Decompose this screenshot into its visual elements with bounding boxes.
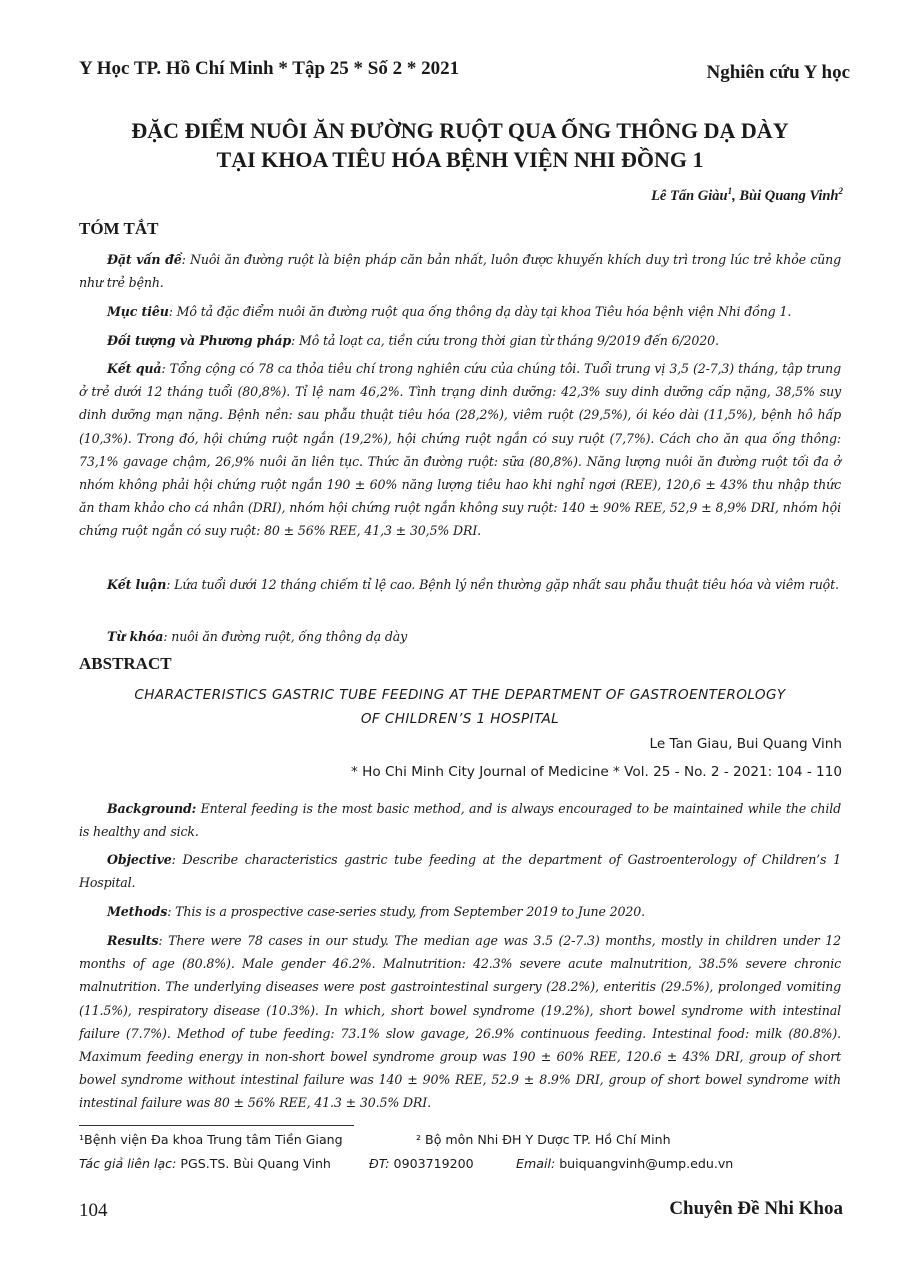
phone-value: 0903719200 (389, 1156, 474, 1171)
tu-khoa-text: : nuôi ăn đường ruột, ống thông dạ dày (163, 629, 408, 644)
author-1-affil: 1 (727, 186, 733, 196)
ket-qua-text: : Tổng cộng có 78 ca thỏa tiêu chí trong nghiên cứu của chúng tôi. Tuổi trung vị 3,5 (2-7,3) tháng, tập trung ở trẻ dưới 12 tháng tuổi (80,8%). Tỉ lệ nam 46,2%. Tình trạng dinh dưỡng: 42,3% suy dinh dưỡng cấp nặng, 38,5% suy dinh dưỡng mạn nặng. Bệnh nền: sau phẫu thuật tiêu hóa (28,2%), viêm ruột (29,5%), ói kéo dài (11,5%), bệnh hô hấp (10,3%). Trong đó, hội chứng ruột ngắn (19,2%), hội chứng ruột ngắn có suy ruột (7,7%). Cách cho ăn qua ống thông: 73,1% gavage chậm, 26,9% nuôi ăn liên tục. Thức ăn đường ruột: sữa (80,8%). Năng lượng nuôi ăn đường ruột tối đa ở nhóm không phải hội chứng ruột ngắn 190 ± 60% năng lượng tiêu hao khi nghỉ ngơi (REE), 120,6 ± 43% thu nhập thức ăn tham khảo cho cá nhân (DRI), nhóm hội chứng ruột ngắn không suy ruột: 140 ± 90% REE, 52,9 ± 8,9% DRI, nhóm hội chứng ruột ngắn có suy ruột: 80 ± 56% REE, 41,3 ± 30,5% DRI. (79, 361, 841, 539)
objective-label: Objective (107, 852, 172, 867)
muc-tieu-paragraph (79, 300, 841, 323)
footnote-email (516, 1156, 733, 1171)
footnote-affiliation-1: ¹Bệnh viện Đa khoa Trung tâm Tiền Giang (79, 1132, 343, 1147)
objective-text: : Describe characteristics gastric tube feeding at the department of Gastroenterology of Children’s 1 Hospital. (79, 852, 841, 891)
author-2: Bùi Quang Vinh (739, 188, 839, 204)
doi-tuong-label: Đối tượng và Phương pháp (107, 333, 292, 348)
dat-van-de-label: Đặt vấn đề (107, 252, 182, 267)
contact-value: PGS.TS. Bùi Quang Vinh (176, 1156, 331, 1171)
authors-vn (651, 188, 843, 205)
section-header: Nghiên cứu Y học (706, 62, 850, 83)
email-label: Email: (516, 1156, 556, 1171)
results-text: : There were 78 cases in our study. The median age was 3.5 (2-7.3) months, mostly in children under 12 months of age (80.8%). Male gender 46.2%. Malnutrition: 42.3% severe acute malnutrition, 38.5% severe chronic malnutrition. The underlying diseases were post gastrointestinal surgery (28.2%), enteritis (29.5%), prolonged vomiting (11.5%), respiratory disease (10.3%). In which, short bowel syndrome (19.2%), short bowel syndrome with intestinal failure (7.7%). Method of tube feeding: 73.1% slow gavage, 26.9% continuous feeding. Intestinal food: milk (80.8%). Maximum feeding energy in non-short bowel syndrome group was 190 ± 60% REE, 120.6 ± 43% DRI, group of short bowel syndrome without intestinal failure was 140 ± 90% REE, 52.9 ± 8.9% DRI, group of short bowel syndrome with intestinal failure was 80 ± 56% REE, 41.3 ± 30.5% DRI. (79, 933, 841, 1111)
ket-luan-paragraph (79, 573, 841, 596)
footnote-phone (369, 1156, 474, 1171)
page-number: 104 (79, 1200, 108, 1221)
abstract-title-line2: OF CHILDREN’S 1 HOSPITAL (360, 711, 560, 727)
background-text: Enteral feeding is the most basic method, and is always encouraged to be maintained while the child is healthy and sick. (79, 801, 841, 840)
tu-khoa-label: Từ khóa (107, 629, 164, 644)
objective-paragraph (79, 848, 841, 894)
email-value: buiquangvinh@ump.edu.vn (555, 1156, 734, 1171)
footnote-contact (79, 1156, 331, 1171)
ket-qua-paragraph (79, 357, 841, 543)
background-label: Background: (107, 801, 197, 816)
abstract-heading: ABSTRACT (79, 654, 172, 673)
tomtat-heading: TÓM TẮT (79, 219, 159, 238)
title-vn-line2: TẠI KHOA TIÊU HÓA BỆNH VIỆN NHI ĐỒNG 1 (216, 147, 704, 172)
methods-text: : This is a prospective case-series study, from September 2019 to June 2020. (167, 904, 645, 919)
journal-reference: * Ho Chi Minh City Journal of Medicine * Vol. 25 - No. 2 - 2021: 104 - 110 (351, 764, 842, 780)
tu-khoa-paragraph (79, 625, 841, 648)
journal-header: Y Học TP. Hồ Chí Minh * Tập 25 * Số 2 * 2021 (79, 58, 460, 79)
methods-label: Methods (107, 904, 168, 919)
dat-van-de-text: : Nuôi ăn đường ruột là biện pháp căn bản nhất, luôn được khuyến khích duy trì trong lúc trẻ khỏe cũng như trẻ bệnh. (79, 252, 841, 291)
methods-paragraph (79, 900, 841, 923)
author-separator: , (732, 188, 740, 204)
author-2-affil: 2 (838, 186, 843, 196)
background-paragraph (79, 797, 841, 843)
muc-tieu-text: : Mô tả đặc điểm nuôi ăn đường ruột qua ống thông dạ dày tại khoa Tiêu hóa bệnh viện Nhi đồng 1. (168, 304, 792, 319)
doi-tuong-paragraph (79, 329, 841, 352)
footer-topic: Chuyên Đề Nhi Khoa (669, 1198, 843, 1219)
results-paragraph (79, 929, 841, 1115)
dat-van-de-paragraph (79, 248, 841, 294)
footnote-affiliation-2: ² Bộ môn Nhi ĐH Y Dược TP. Hồ Chí Minh (416, 1132, 671, 1147)
results-label: Results (107, 933, 159, 948)
author-1: Lê Tấn Giàu (651, 188, 728, 204)
title-vn-line1: ĐẶC ĐIỂM NUÔI ĂN ĐƯỜNG RUỘT QUA ỐNG THÔNG DẠ DÀY (131, 118, 789, 143)
ket-luan-label: Kết luận (107, 577, 167, 592)
footnote-divider (79, 1125, 354, 1126)
ket-qua-label: Kết quả (107, 361, 162, 376)
muc-tieu-label: Mục tiêu (107, 304, 169, 319)
phone-label: ĐT: (369, 1156, 390, 1171)
doi-tuong-text: : Mô tả loạt ca, tiền cứu trong thời gian từ tháng 9/2019 đến 6/2020. (291, 333, 719, 348)
contact-label: Tác giả liên lạc: (79, 1156, 177, 1171)
abstract-title-line1: CHARACTERISTICS GASTRIC TUBE FEEDING AT THE DEPARTMENT OF GASTROENTEROLOGY (134, 687, 786, 703)
authors-en: Le Tan Giau, Bui Quang Vinh (649, 736, 842, 752)
ket-luan-text: : Lứa tuổi dưới 12 tháng chiếm tỉ lệ cao. Bệnh lý nền thường gặp nhất sau phẫu thuật tiêu hóa và viêm ruột. (166, 577, 839, 592)
